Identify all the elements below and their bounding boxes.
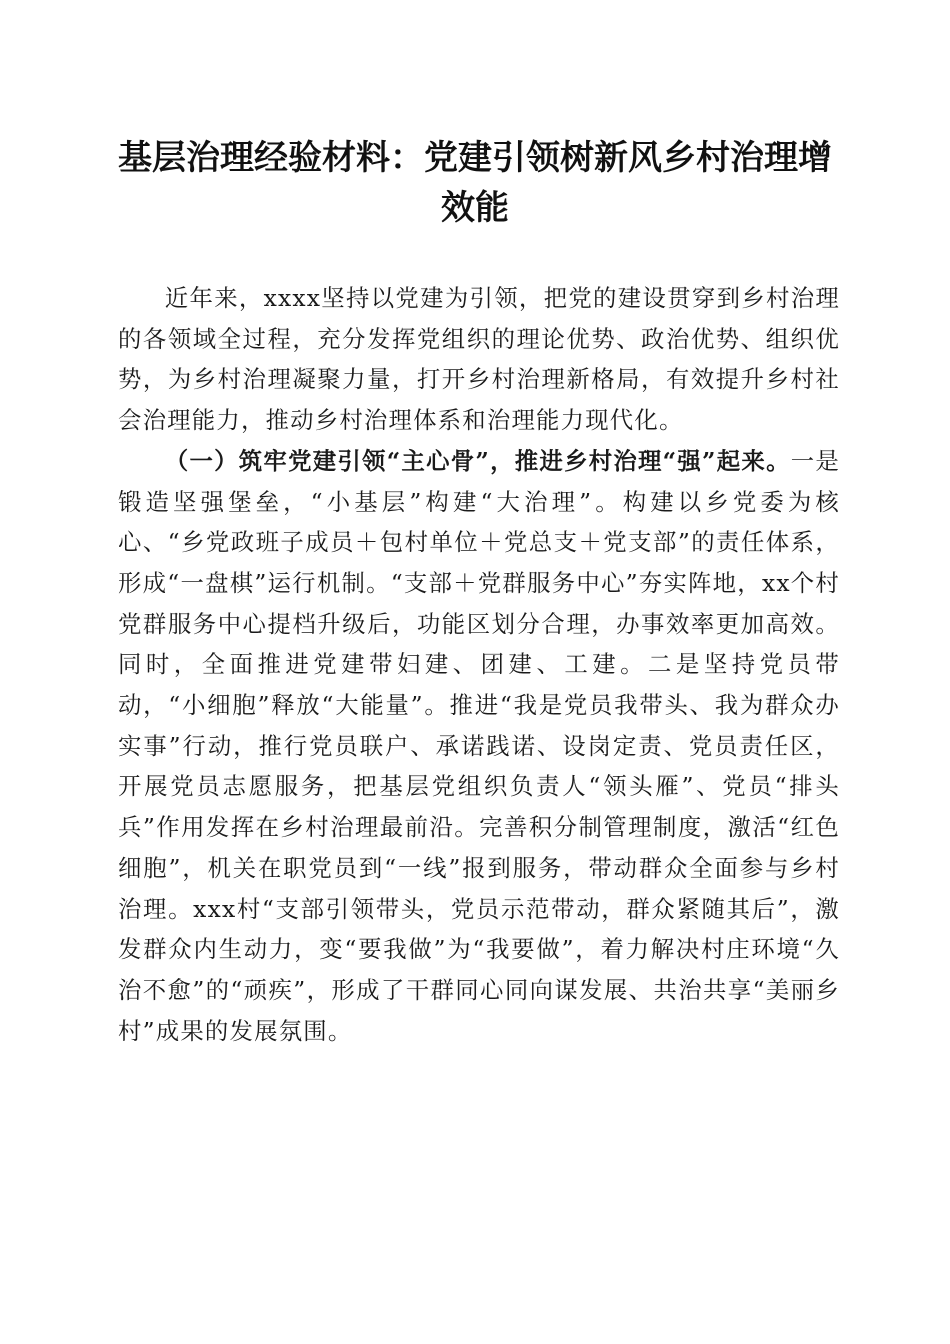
section-one-heading: （一）筑牢党建引领“主心骨”，推进乡村治理“强”起来。 xyxy=(164,446,791,475)
document-body xyxy=(118,278,840,1051)
intro-paragraph xyxy=(118,278,840,441)
document-title: 基层治理经验材料：党建引领树新风乡村治理增效能 xyxy=(118,138,832,228)
intro-paragraph-text: 近年来，xxxx坚持以党建为引领，把党的建设贯穿到乡村治理的各领域全过程，充分发挥党组织的理论优势、政治优势、组织优势，为乡村治理凝聚力量，打开乡村治理新格局，有效提升乡村社会治理能力，推动乡村治理体系和治理能力现代化。 xyxy=(118,284,840,435)
section-one-text: 一是锻造坚强堡垒，“小基层”构建“大治理”。构建以乡党委为核心、“乡党政班子成员＋包村单位＋党总支＋党支部”的责任体系，形成“一盘棋”运行机制。“支部＋党群服务中心”夯实阵地，xx个村党群服务中心提档升级后，功能区划分合理，办事效率更加高效。同时，全面推进党建带妇建、团建、工建。二是坚持党员带动，“小细胞”释放“大能量”。推进“我是党员我带头、我为群众办实事”行动，推行党员联户、承诺践诺、设岗定责、党员责任区，开展党员志愿服务，把基层党组织负责人“领头雁”、党员“排头兵”作用发挥在乡村治理最前沿。完善积分制管理制度，激活“红色细胞”，机关在职党员到“一线”报到服务，带动群众全面参与乡村治理。xxx村“支部引领带头，党员示范带动，群众紧随其后”，激发群众内生动力，变“要我做”为“我要做”，着力解决村庄环境“久治不愈”的“顽疾”，形成了干群同心同向谋发展、共治共享“美丽乡村”成果的发展氛围。 xyxy=(118,446,840,1045)
section-one-paragraph xyxy=(118,441,840,1052)
